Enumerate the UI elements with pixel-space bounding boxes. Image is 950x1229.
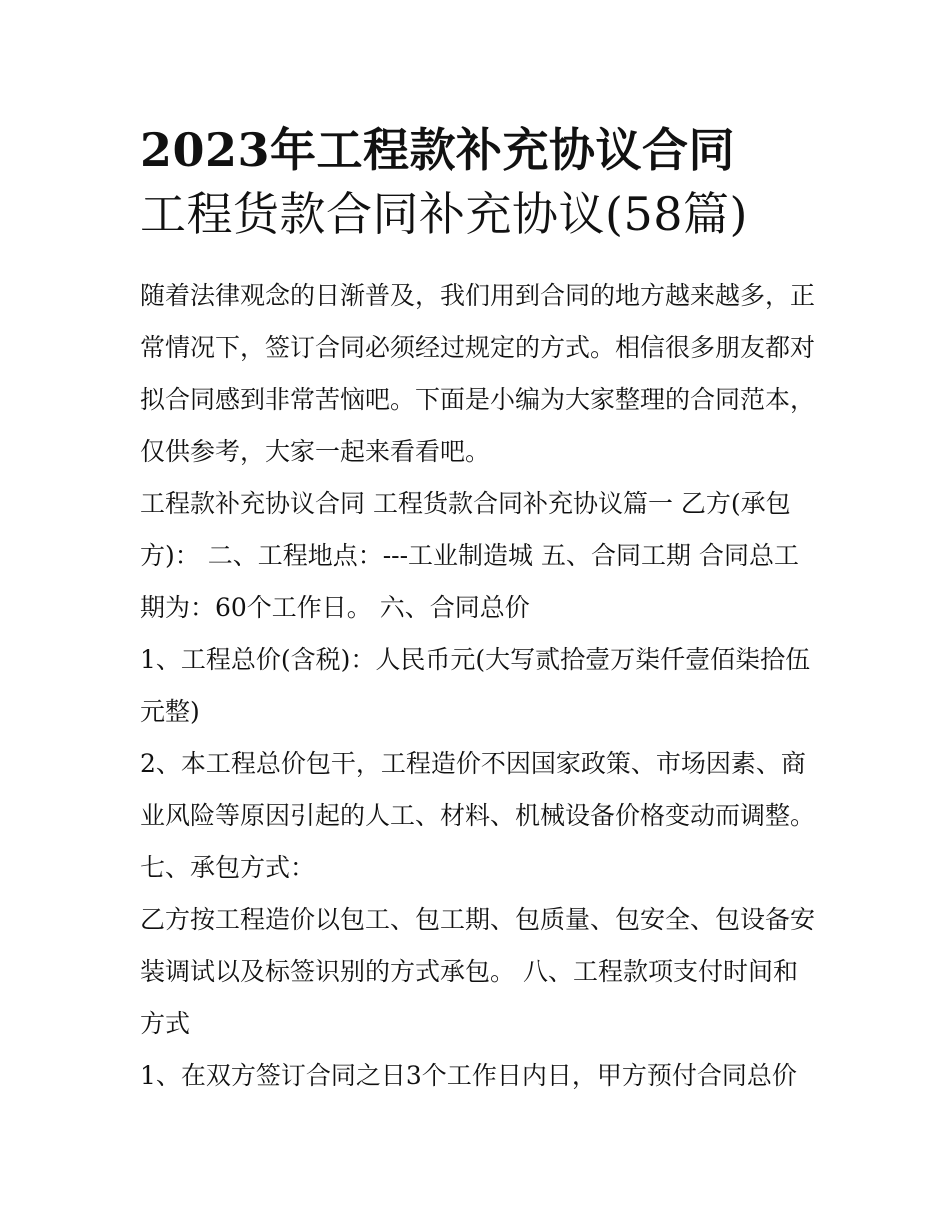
text-line: 元整) bbox=[140, 697, 200, 726]
document-page bbox=[140, 118, 820, 1102]
text-line: 1、在双方签订合同之日3个工作日内日，甲方预付合同总价 bbox=[140, 1061, 797, 1090]
text-line: 随着法律观念的日渐普及，我们用到合同的地方越来越多，正 bbox=[140, 281, 816, 310]
document-title bbox=[140, 118, 820, 246]
text-line: 业风险等原因引起的人工、材料、机械设备价格变动而调整。 bbox=[140, 801, 816, 830]
paragraph-payment bbox=[140, 1050, 820, 1102]
text-line: 装调试以及标签识别的方式承包。 八、工程款项支付时间和 bbox=[140, 957, 798, 986]
text-line: 七、承包方式： bbox=[140, 853, 316, 882]
title-line-1: 2023年工程款补充协议合同 bbox=[140, 123, 736, 177]
text-line: 期为：60个工作日。 六、合同总价 bbox=[140, 593, 530, 622]
title-line-2: 工程货款合同补充协议(58篇) bbox=[140, 187, 748, 241]
paragraph-total-price bbox=[140, 634, 820, 738]
paragraph-fixed-price bbox=[140, 738, 820, 842]
text-line: 1、工程总价(含税)：人民币元(大写贰拾壹万柒仟壹佰柒拾伍 bbox=[140, 645, 811, 674]
paragraph-contract-overview bbox=[140, 478, 820, 634]
text-line: 方式 bbox=[140, 1009, 191, 1038]
paragraph-intro bbox=[140, 270, 820, 478]
paragraph-contracting-method bbox=[140, 894, 820, 1050]
text-line: 拟合同感到非常苦恼吧。下面是小编为大家整理的合同范本， bbox=[140, 385, 816, 414]
text-line: 仅供参考，大家一起来看看吧。 bbox=[140, 437, 491, 466]
text-line: 工程款补充协议合同 工程货款合同补充协议篇一 乙方(承包 bbox=[140, 489, 791, 518]
text-line: 方)： 二、工程地点：---工业制造城 五、合同工期 合同总工 bbox=[140, 541, 799, 570]
document-body bbox=[140, 270, 820, 1102]
text-line: 2、本工程总价包干，工程造价不因国家政策、市场因素、商 bbox=[140, 749, 806, 778]
text-line: 常情况下，签订合同必须经过规定的方式。相信很多朋友都对 bbox=[140, 333, 816, 362]
section-heading-contracting-method bbox=[140, 842, 820, 894]
text-line: 乙方按工程造价以包工、包工期、包质量、包安全、包设备安 bbox=[140, 905, 816, 934]
